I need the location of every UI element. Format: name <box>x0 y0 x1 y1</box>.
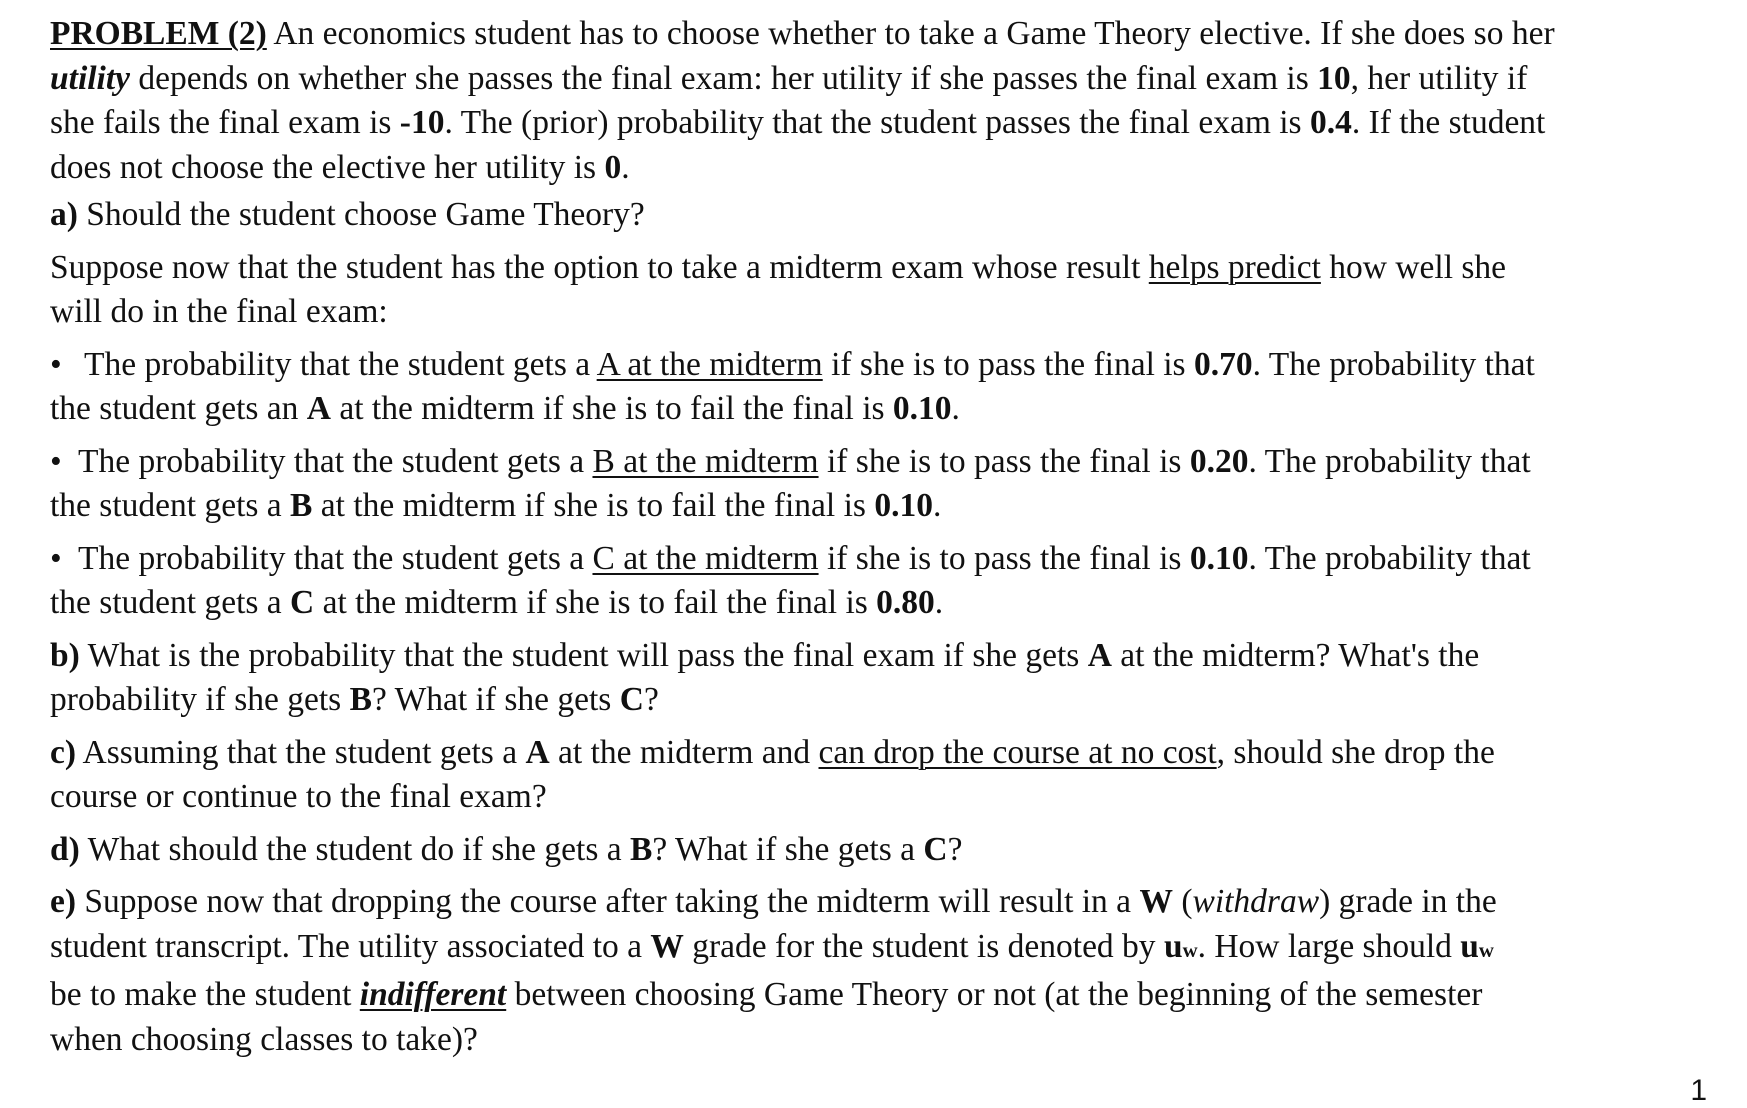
intro-paragraph <box>50 12 1690 190</box>
intro-line-4: does not choose the elective her utility is 0. <box>50 148 630 186</box>
question-a <box>50 193 1690 238</box>
uw-variable: u <box>1163 927 1183 965</box>
withdraw-term: withdraw <box>1192 883 1320 920</box>
indifferent-term: indifferent <box>359 976 507 1013</box>
helps-predict-phrase: helps predict <box>1148 248 1321 286</box>
question-a-text: Should the student choose Game Theory? <box>77 196 645 233</box>
question-b: b) What is the probability that the student will pass the final exam if she gets A at the midterm? What's the probability if she gets B? What if she gets C? <box>50 636 1480 718</box>
question-c-label: c) <box>50 733 77 771</box>
bullet-b: • The probability that the student gets a B at the midterm if she is to pass the final is 0.20. The probability that the student gets a B at the midterm if she is to fail the final is 0.10. <box>50 440 1690 529</box>
question-e: e) Suppose now that dropping the course after taking the midterm will result in a W (withdraw) grade in the student transcript. The utility associated to a W grade for the student is denoted by uw. How large should uw be to make the student indifferent between choosing Game Theory or not (at the beginning of the semester when choosing classes to take)? <box>50 883 1497 1058</box>
bullet-dot: • <box>50 539 62 577</box>
drop-at-no-cost-phrase: can drop the course at no cost <box>818 733 1217 771</box>
problem-document <box>50 12 1690 1070</box>
prior-probability-value: 0.4 <box>1309 104 1352 141</box>
question-a-label: a) <box>50 196 78 233</box>
utility-term: utility <box>50 59 131 97</box>
question-c: c) Assuming that the student gets a A at the midterm and can drop the course at no cost, should she drop the course or continue to the final exam? <box>50 733 1495 815</box>
page-number: 1 <box>1690 1074 1707 1107</box>
bullet-dot: • <box>50 345 62 383</box>
question-b-label: b) <box>50 636 80 674</box>
intro-line-3: she fails the final exam is -10. The (prior) probability that the student passes the final exam is 0.4. If the student <box>50 104 1546 141</box>
fail-utility-value: -10 <box>399 104 445 141</box>
question-d: d) What should the student do if she gets a B? What if she gets a C? <box>50 830 963 868</box>
question-d-label: d) <box>50 830 80 868</box>
question-e-label: e) <box>50 883 77 920</box>
midterm-paragraph: Suppose now that the student has the option to take a midterm exam whose result helps predict how well she will do in the final exam: <box>50 248 1507 330</box>
bullet-c: • The probability that the student gets a C at the midterm if she is to pass the final is 0.10. The probability that the student gets a C at the midterm if she is to fail the final is 0.80. <box>50 537 1690 626</box>
uw-variable: u <box>1460 927 1479 965</box>
intro-line-2: utility depends on whether she passes the final exam: her utility if she passes the final exam is 10, her utility if <box>50 59 1528 97</box>
bullet-dot: • <box>50 442 62 480</box>
bullet-a: • The probability that the student gets a A at the midterm if she is to pass the final is 0.70. The probability that the student gets an A at the midterm if she is to fail the final is 0.10. <box>50 343 1690 432</box>
no-elective-utility-value: 0 <box>604 148 622 186</box>
problem-heading: PROBLEM (2) <box>50 15 267 52</box>
pass-utility-value: 10 <box>1317 59 1351 97</box>
intro-line-1: PROBLEM (2) An economics student has to choose whether to take a Game Theory elective. If she does so her <box>50 15 1555 52</box>
